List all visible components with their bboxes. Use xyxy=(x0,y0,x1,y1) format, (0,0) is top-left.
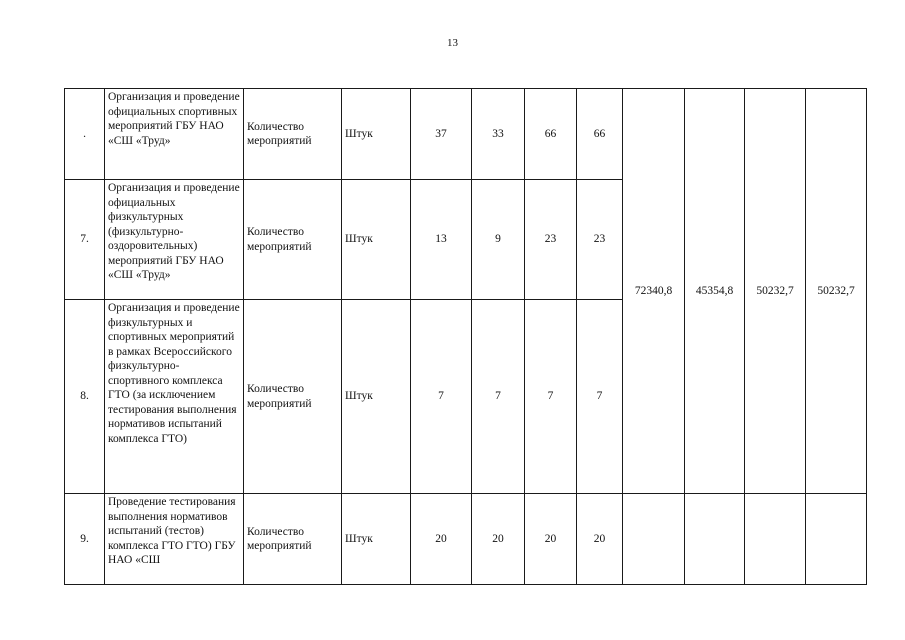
page-number: 13 xyxy=(447,37,458,49)
value-year-1: 37 xyxy=(411,89,472,180)
unit-of-measure: Штук xyxy=(342,300,411,494)
financing-empty xyxy=(623,494,685,585)
row-number: 9. xyxy=(65,494,105,585)
service-name: Организация и проведение физкультурных и спортивных мероприятий в рамках Всероссийского физкультурно-спортивного комплекса ГТО (за исключением тестирования выполнения нормативов испытаний комплекса ГТО) xyxy=(105,300,244,494)
row-number: 8. xyxy=(65,300,105,494)
value-year-3: 20 xyxy=(525,494,577,585)
indicator-name: Количество мероприятий xyxy=(244,300,342,494)
value-year-4: 7 xyxy=(577,300,623,494)
value-year-2: 20 xyxy=(472,494,525,585)
value-year-2: 33 xyxy=(472,89,525,180)
financing-2: 45354,8 xyxy=(685,89,745,494)
financing-1: 72340,8 xyxy=(623,89,685,494)
value-year-2: 9 xyxy=(472,180,525,300)
service-name: Организация и проведение официальных спортивных мероприятий ГБУ НАО «СШ «Труд» xyxy=(105,89,244,180)
value-year-3: 66 xyxy=(525,89,577,180)
value-year-1: 13 xyxy=(411,180,472,300)
financing-empty xyxy=(685,494,745,585)
value-year-1: 7 xyxy=(411,300,472,494)
indicator-name: Количество мероприятий xyxy=(244,494,342,585)
table-row xyxy=(65,494,867,585)
value-year-4: 23 xyxy=(577,180,623,300)
service-name-cell xyxy=(105,494,244,585)
row-number: 7. xyxy=(65,180,105,300)
value-year-4: 66 xyxy=(577,89,623,180)
value-year-3: 7 xyxy=(525,300,577,494)
financing-4: 50232,7 xyxy=(806,89,867,494)
financing-empty xyxy=(745,494,806,585)
value-year-2: 7 xyxy=(472,300,525,494)
indicator-name: Количество мероприятий xyxy=(244,180,342,300)
financing-3: 50232,7 xyxy=(745,89,806,494)
service-name: Проведение тестирования выполнения нормативов испытаний (тестов) комплекса ГТО ГТО) ГБУ НАО «СШ xyxy=(108,496,236,566)
value-year-1: 20 xyxy=(411,494,472,585)
value-year-4: 20 xyxy=(577,494,623,585)
unit-of-measure: Штук xyxy=(342,180,411,300)
unit-of-measure: Штук xyxy=(342,494,411,585)
indicator-name: Количество мероприятий xyxy=(244,89,342,180)
value-year-3: 23 xyxy=(525,180,577,300)
service-name: Организация и проведение официальных физкультурных (физкультурно-оздоровительных) мероприятий ГБУ НАО «СШ «Труд» xyxy=(105,180,244,300)
table-row xyxy=(65,89,867,180)
services-table xyxy=(64,88,867,585)
unit-of-measure: Штук xyxy=(342,89,411,180)
row-number: . xyxy=(65,89,105,180)
financing-empty xyxy=(806,494,867,585)
